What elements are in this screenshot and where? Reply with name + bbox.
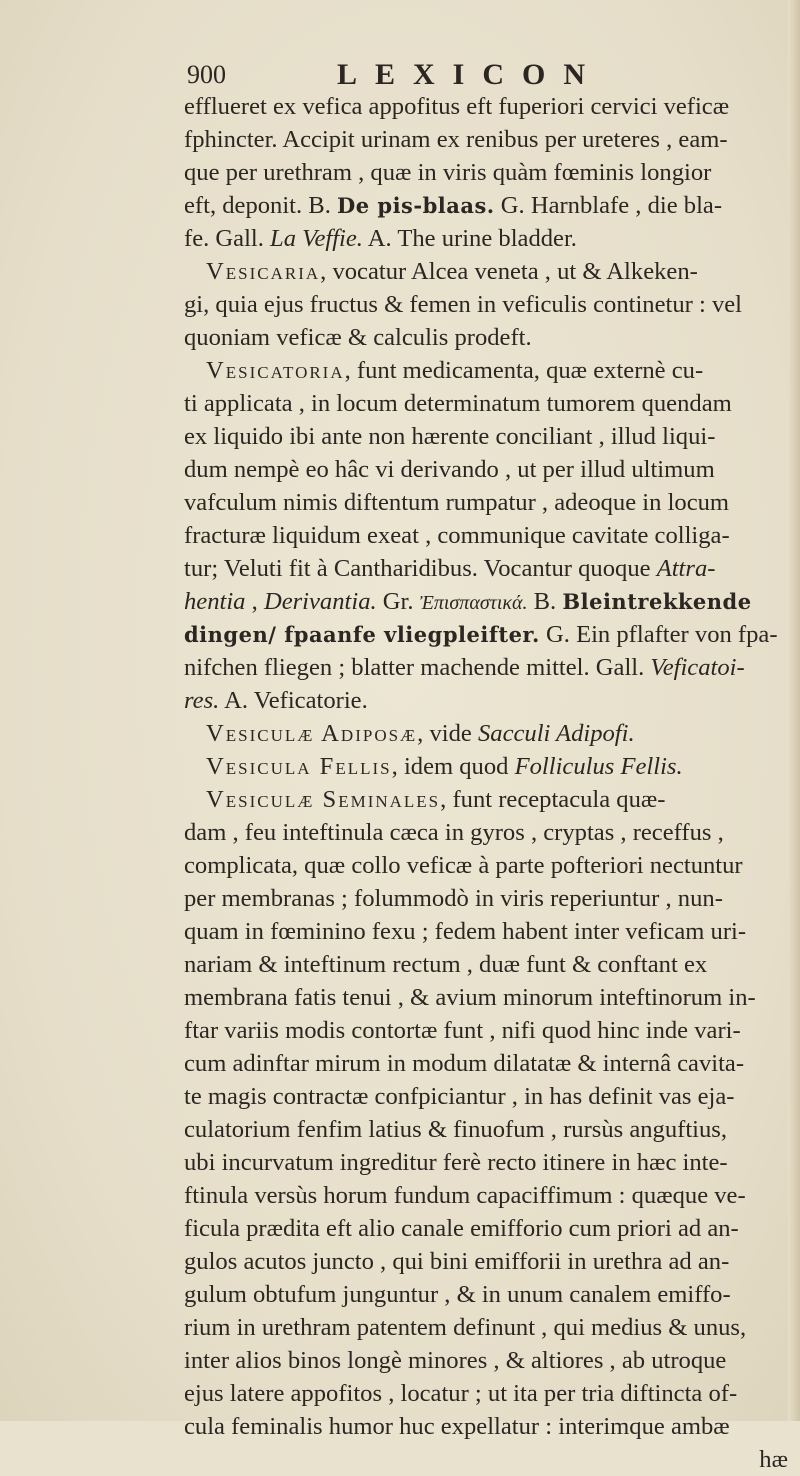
text-line: complicata, quæ collo veficæ à parte pofteriori nectuntur (184, 852, 743, 879)
text-line: cula feminalis humor huc expellatur : interimque ambæ (184, 1413, 730, 1440)
text-span: , vide (417, 720, 478, 747)
text-span: A. The urine bladder. (362, 225, 577, 252)
italic-text: res. (184, 687, 220, 714)
text-line: que per urethram , quæ in viris quàm fœminis longior (184, 159, 712, 186)
entry-vesicula-fellis (184, 750, 794, 783)
text-line: cum adinftar mirum in modum dilatatæ & internâ cavita- (184, 1050, 745, 1077)
entry-vesiculae-seminales (184, 783, 794, 816)
entry-vesiculae-adiposae (184, 717, 794, 750)
text-line: fphincter. Accipit urinam ex renibus per ureteres , eam- (184, 126, 728, 153)
text-span: eft, deponit. B. (184, 192, 338, 219)
text-line (184, 552, 794, 585)
text-line: efflueret ex vefica appofitus eft fuperiori cervici veficæ (184, 93, 730, 120)
text-line: culatorium fenfim latius & finuofum , rursùs anguftius, (184, 1116, 728, 1143)
text-line (184, 222, 794, 255)
text-span: , (245, 588, 264, 615)
body-text (184, 90, 794, 1476)
text-span: G. Harnblafe , die bla- (494, 192, 723, 219)
italic-text: Attra- (656, 555, 716, 582)
text-line (184, 189, 794, 222)
greek-text: Ἐπισπαστικά. (419, 592, 528, 614)
text-line: rium in urethram patentem definunt , qui medius & unus, (184, 1314, 747, 1341)
text-span: A. Veficatorie. (219, 687, 368, 714)
text-line: membrana fatis tenui , & avium minorum inteftinorum in- (184, 984, 756, 1011)
text-line: te magis contractæ confpiciantur , in has definit vas eja- (184, 1083, 735, 1110)
text-line: nariam & inteftinum rectum , duæ funt & conftant ex (184, 951, 708, 978)
text-line: ejus latere appofitos , locatur ; ut ita per tria diftincta of- (184, 1380, 738, 1407)
headword: Vesiculæ Seminales (206, 786, 441, 813)
italic-text: hentia (184, 588, 246, 615)
text-line (184, 585, 794, 618)
entry-vesicatoria (184, 354, 794, 387)
headword: Vesiculæ Adiposæ (206, 720, 418, 747)
text-line (184, 618, 794, 651)
text-line: ti applicata , in locum determinatum tumorem quendam (184, 390, 732, 417)
text-line: per membranas ; folummodò in viris reperiuntur , nun- (184, 885, 723, 912)
text-span: fe. Gall. (184, 225, 271, 252)
text-line: quoniam veficæ & calculis prodeft. (184, 324, 532, 351)
blackletter-text: dingen/ fpaanfe vliegpleifter. (184, 622, 540, 647)
text-span: , funt medicamenta, quæ externè cu- (344, 357, 704, 384)
headword: Vesicaria (206, 258, 321, 285)
text-line: gi, quia ejus fructus & femen in veficulis continetur : vel (184, 291, 742, 318)
text-line (184, 684, 794, 717)
text-span: , vocatur Alcea veneta , ut & Alkeken- (320, 258, 698, 285)
text-span: G. Ein pflafter von fpa- (539, 621, 778, 648)
blackletter-text: Bleintrekkende (562, 589, 752, 614)
italic-text: La Veffie. (270, 225, 363, 252)
text-span: , idem quod (391, 753, 515, 780)
italic-text: Derivantia. (263, 588, 377, 615)
text-line: ftinula versùs horum fundum capaciffimum : quæque ve- (184, 1182, 746, 1209)
text-line: ubi incurvatum ingreditur ferè recto itinere in hæc inte- (184, 1149, 728, 1176)
italic-text: Sacculi Adipofi. (477, 720, 635, 747)
italic-text: Veficatoi- (650, 654, 745, 681)
running-head: LEXICON (337, 58, 604, 91)
text-span: B. (527, 588, 563, 615)
text-span: nifchen fliegen ; blatter machende mittel. Gall. (184, 654, 651, 681)
page-header (187, 58, 787, 94)
page-number: 900 (187, 60, 226, 89)
blackletter-text: De pis-blaas. (337, 193, 495, 218)
text-line: vafculum nimis diftentum rumpatur , adeoque in locum (184, 489, 730, 516)
text-span: tur; Veluti fit à Cantharidibus. Vocantur quoque (184, 555, 657, 582)
text-span: , funt receptacula quæ- (440, 786, 666, 813)
text-line: gulos acutos juncto , qui bini emifforii in urethra ad an- (184, 1248, 730, 1275)
text-line: ex liquido ibi ante non hærente conciliant , illud liqui- (184, 423, 716, 450)
headword: Vesicula Fellis (206, 753, 392, 780)
text-span: Gr. (376, 588, 420, 615)
catchword: hæ (759, 1446, 788, 1473)
text-line: inter alios binos longè minores , & altiores , ab utroque (184, 1347, 727, 1374)
text-line: ftar variis modis contortæ funt , nifi quod hinc inde vari- (184, 1017, 741, 1044)
italic-text: Folliculus Fellis. (514, 753, 683, 780)
text-span: fracturæ liquidum exeat , communique cavitate colliga- (184, 522, 730, 549)
text-line: dum nempè eo hâc vi derivando , ut per illud ultimum (184, 456, 715, 483)
text-line: dam , feu inteftinula cæca in gyros , cryptas , receffus , (184, 819, 724, 846)
text-line (184, 519, 794, 552)
text-line: gulum obtufum junguntur , & in unum canalem emiffo- (184, 1281, 731, 1308)
text-line: ficula prædita eft alio canale emifforio cum priori ad an- (184, 1215, 739, 1242)
headword: Vesicatoria (206, 357, 345, 384)
text-line: quam in fœminino fexu ; fedem habent inter veficam uri- (184, 918, 747, 945)
entry-vesicaria (184, 255, 794, 288)
text-line (184, 651, 794, 684)
